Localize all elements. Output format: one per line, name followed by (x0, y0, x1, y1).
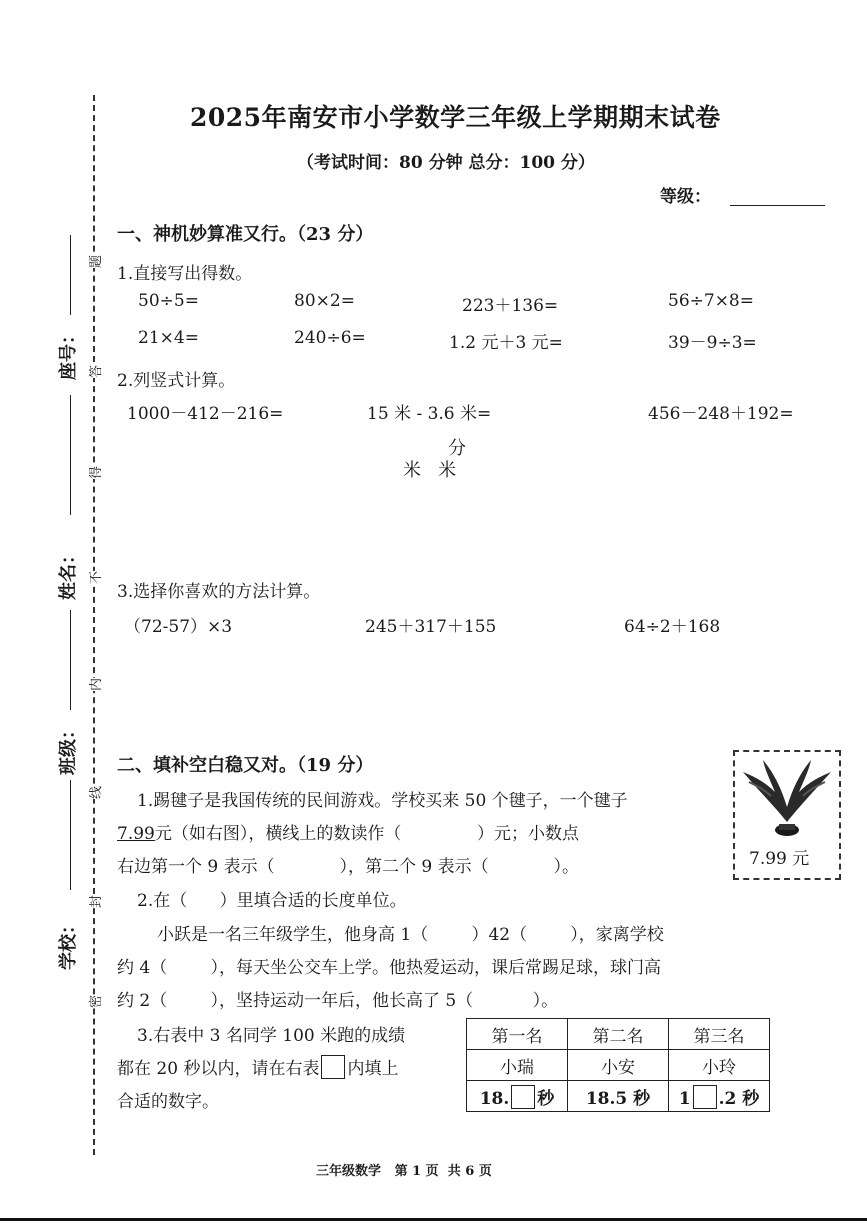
s2-q1-line2 (117, 819, 579, 844)
method-calc-item: （72-57）×3 (124, 617, 233, 637)
page-footer: 三年级数学 第 1 页 共 6 页 (316, 1164, 492, 1179)
price-text: 元（如右图），横线上的数读作（ ）元；小数点 (154, 824, 580, 844)
s2-q3-line1: 3.右表中 3 名同学 100 米跑的成绩 (137, 1026, 406, 1046)
rank-cell: 第二名 (568, 1019, 669, 1050)
oral-calc-item: 223＋136= (462, 296, 559, 316)
s2-q3-line2-tail: 内填上 (347, 1059, 399, 1079)
exam-subtitle: （考试时间：80 分钟 总分：100 分） (297, 153, 595, 173)
grade-blank-line[interactable] (730, 205, 825, 206)
time-cell-second: 18.5 秒 (568, 1081, 669, 1112)
time-cell-third (669, 1081, 770, 1112)
s2-q1-line3: 右边第一个 9 表示（ ），第二个 9 表示（ ）。 (117, 857, 579, 877)
seal-char: 题 (85, 255, 104, 268)
method-calc-item: 64÷2＋168 (624, 617, 721, 637)
price-value: 7.99 (117, 824, 155, 844)
time-prefix: 1 (678, 1088, 691, 1109)
vertical-calc-item: 456－248＋192= (648, 404, 794, 424)
name-cell: 小瑞 (467, 1050, 568, 1081)
section2-heading: 二、填补空白稳又对。（19 分） (117, 755, 374, 776)
name-line-lower (70, 610, 71, 710)
answer-box-first[interactable] (511, 1085, 535, 1109)
s2-q2-title: 2.在（ ）里填合适的长度单位。 (137, 891, 407, 911)
seal-char: 不 (85, 571, 104, 584)
class-label: 班级： (58, 721, 79, 775)
q3-title: 3.选择你喜欢的方法计算。 (117, 582, 321, 602)
vertical-calc-item: 1000－412－216= (127, 404, 284, 424)
seal-char: 得 (85, 466, 104, 479)
s2-q2-line1: 小跃是一名三年级学生，他身高 1（ ）42（ ），家离学校 (157, 925, 664, 945)
bottom-edge-rule (0, 1218, 867, 1221)
oral-calc-item: 1.2 元＋3 元= (449, 333, 563, 353)
name-cell: 小安 (568, 1050, 669, 1081)
oral-calc-item: 39－9÷3= (668, 333, 757, 353)
oral-calc-item: 240÷6= (294, 328, 366, 348)
seal-char: 密 (85, 995, 104, 1008)
seal-char: 答 (85, 365, 104, 378)
oral-calc-item: 80×2= (294, 291, 355, 311)
seal-char: 线 (85, 786, 104, 799)
class-line-lower (70, 780, 71, 890)
shuttlecock-image-frame (733, 750, 841, 880)
running-score-table (466, 1018, 770, 1112)
answer-box-sample (321, 1055, 345, 1079)
seal-char: 封 (85, 895, 104, 908)
time-cell-first (467, 1081, 568, 1112)
name-cell: 小玲 (669, 1050, 770, 1081)
s2-q1-line1: 1.踢毽子是我国传统的民间游戏。学校买来 50 个毽子，一个毽子 (137, 791, 628, 811)
school-label: 学校： (58, 916, 79, 970)
seal-char: 内 (85, 678, 104, 691)
s2-q3-line2-text: 都在 20 秒以内，请在右表 (117, 1059, 320, 1079)
section1-heading: 一、神机妙算准又行。（23 分） (117, 224, 374, 245)
shuttlecock-icon (735, 752, 839, 842)
s2-q3-line2 (117, 1054, 398, 1079)
name-line-upper (70, 395, 71, 515)
oral-calc-item: 50÷5= (138, 291, 199, 311)
vertical-calc-item: 15 米 - 3.6 米= (367, 404, 492, 424)
time-prefix: 18. (479, 1088, 510, 1109)
q1-title: 1.直接写出得数。 (117, 264, 253, 284)
q2-title: 2.列竖式计算。 (117, 371, 236, 391)
name-label: 姓名： (58, 546, 79, 600)
exam-title: 2025年南安市小学数学三年级上学期期末试卷 (190, 103, 721, 132)
rank-cell: 第一名 (467, 1019, 568, 1050)
oral-calc-item: 56÷7×8= (668, 291, 754, 311)
s2-q2-line2: 约 4（ ），每天坐公交车上学。他热爱运动，课后常踢足球，球门高 (117, 958, 661, 978)
unit-label-fen: 分 (448, 438, 466, 459)
answer-box-third[interactable] (693, 1085, 717, 1109)
time-suffix: 秒 (537, 1088, 555, 1109)
shuttlecock-price-caption: 7.99 元 (749, 849, 810, 869)
oral-calc-item: 21×4= (138, 328, 199, 348)
seat-number-label: 座号： (58, 326, 79, 380)
s2-q2-line3: 约 2（ ），坚持运动一年后，他长高了 5（ ）。 (117, 991, 559, 1011)
grade-label: 等级： (660, 187, 711, 207)
seat-number-line (70, 235, 71, 315)
method-calc-item: 245＋317＋155 (365, 617, 497, 637)
unit-labels-mi: 米 米 (403, 460, 457, 481)
rank-cell: 第三名 (669, 1019, 770, 1050)
s2-q3-line3: 合适的数字。 (117, 1092, 219, 1112)
time-suffix: .2 秒 (718, 1088, 760, 1109)
